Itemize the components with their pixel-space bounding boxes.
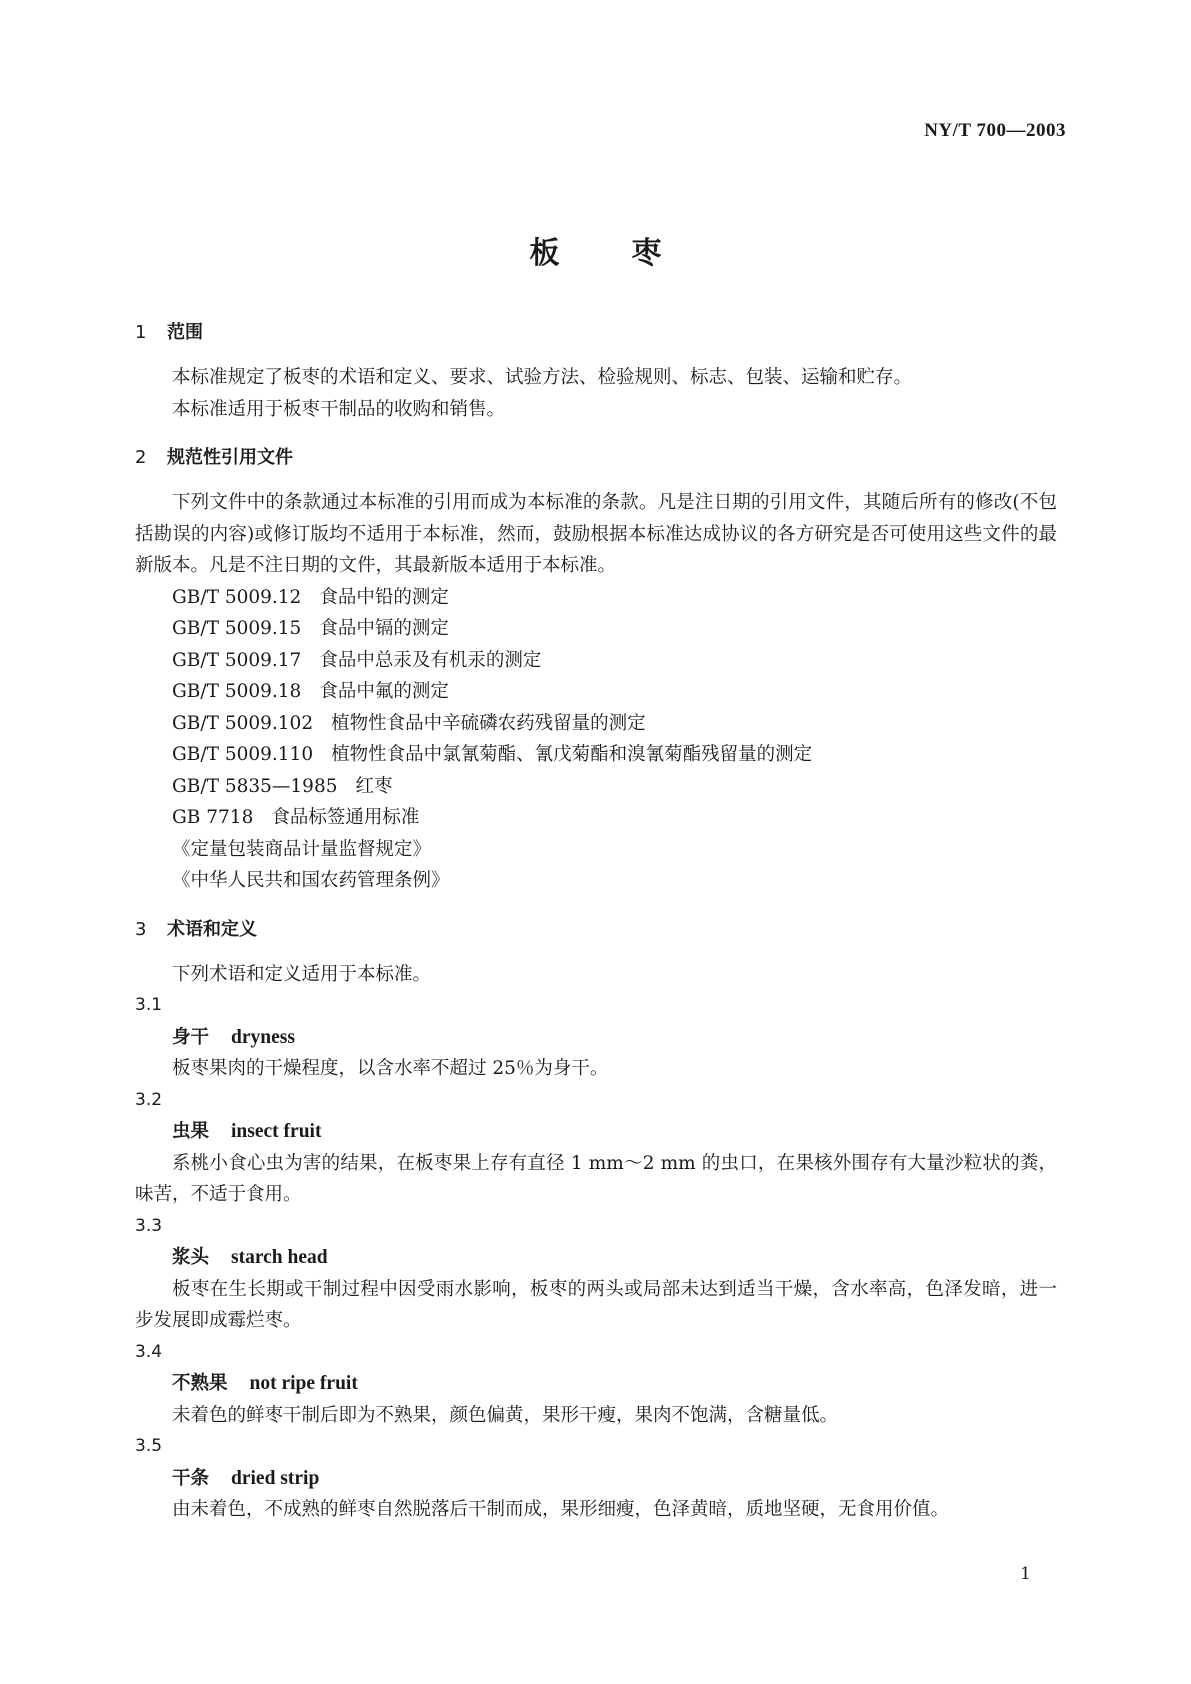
title-char-2: 枣 — [631, 236, 662, 271]
term-name-en: starch head — [231, 1247, 328, 1268]
reference-title: 食品中氟的测定 — [319, 681, 449, 702]
term-name — [135, 1022, 1057, 1054]
reference-title: 食品中总汞及有机汞的测定 — [319, 649, 542, 671]
reference-code: GB/T 5835—1985 — [172, 775, 338, 797]
term-definition: 由未着色，不成熟的鲜枣自然脱落后干制而成，果形细瘦，色泽黄暗，质地坚硬，无食用价值。 — [172, 1499, 950, 1520]
reference-code: GB 7718 — [172, 807, 254, 828]
term-name — [135, 1116, 1057, 1148]
term-number: 3.3 — [135, 1215, 163, 1236]
reference-item — [135, 708, 1057, 740]
document-body — [135, 318, 1057, 1526]
term-name-en: insect fruit — [231, 1121, 322, 1142]
term-name — [135, 1368, 1057, 1400]
term-definition: 未着色的鲜枣干制后即为不熟果，颜色偏黄，果形干瘦，果肉不饱满，含糖量低。 — [172, 1404, 839, 1426]
paragraph: 本标准规定了板枣的术语和定义、要求、试验方法、检验规则、标志、包装、运输和贮存。 — [172, 367, 913, 388]
paragraph: 下列术语和定义适用于本标准。 — [172, 963, 432, 985]
term-name — [135, 1242, 1057, 1274]
term-number: 3.2 — [135, 1089, 163, 1110]
reference-item — [135, 613, 1057, 645]
paragraph: 本标准适用于板枣干制品的收购和销售。 — [172, 398, 506, 420]
title-char-1: 板 — [529, 236, 560, 271]
section-title: 范围 — [167, 322, 203, 343]
term-number: 3.5 — [135, 1436, 163, 1456]
term-name-zh: 干条 — [172, 1467, 210, 1489]
reference-code: GB/T 5009.15 — [172, 618, 302, 639]
reference-title: 植物性食品中氯氰菊酯、氰戊菊酯和溴氰菊酯残留量的测定 — [331, 744, 813, 765]
paragraph: 下列文件中的条款通过本标准的引用而成为本标准的条款。凡是注日期的引用文件，其随后所有的修改(不包括勘误的内容)或修订版均不适用于本标准，然而，鼓励根据本标准达成协议的各方研究是否可使用这些文件的最新版本。凡是不注日期的文件，其最新版本适用于本标准。 — [135, 492, 1057, 576]
term-name — [135, 1463, 1057, 1495]
term-name-zh: 不熟果 — [172, 1373, 228, 1394]
term-name-en: dried strip — [231, 1467, 320, 1489]
reference-code: GB/T 5009.12 — [172, 586, 302, 608]
section-title: 术语和定义 — [167, 918, 257, 940]
section-heading-normative-references — [135, 443, 1057, 473]
reference-title: 食品中铅的测定 — [319, 586, 449, 608]
reference-title: 《中华人民共和国农药管理条例》 — [172, 870, 450, 891]
reference-item — [135, 771, 1057, 803]
standard-code: NY/T 700—2003 — [924, 120, 1066, 141]
reference-code: GB/T 5009.17 — [172, 649, 302, 671]
term-definition: 板枣在生长期或干制过程中因受雨水影响，板枣的两头或局部未达到适当干燥，含水率高，色泽发暗，进一步发展即成霉烂枣。 — [135, 1278, 1057, 1331]
reference-code: GB/T 5009.110 — [172, 744, 314, 765]
section-title: 规范性引用文件 — [167, 447, 293, 468]
reference-title: 红枣 — [355, 775, 393, 797]
term-definition: 板枣果肉的干燥程度，以含水率不超过 25％为身干。 — [172, 1058, 609, 1079]
section-number: 3 — [135, 918, 147, 940]
term-name-zh: 身干 — [172, 1026, 210, 1048]
term-number: 3.1 — [135, 995, 163, 1015]
document-title — [0, 228, 1191, 272]
reference-item — [135, 834, 1057, 866]
reference-code: GB/T 5009.18 — [172, 681, 302, 702]
reference-code: GB/T 5009.102 — [172, 712, 314, 734]
section-number: 2 — [135, 447, 147, 468]
reference-item — [135, 645, 1057, 677]
term-name-zh: 虫果 — [172, 1121, 210, 1142]
reference-title: 《定量包装商品计量监督规定》 — [172, 838, 432, 860]
reference-title: 食品标签通用标准 — [271, 807, 420, 828]
reference-title: 植物性食品中辛硫磷农药残留量的测定 — [331, 712, 646, 734]
term-name-zh: 浆头 — [172, 1247, 210, 1268]
reference-item — [135, 739, 1057, 771]
reference-item — [135, 676, 1057, 708]
section-number: 1 — [135, 322, 147, 343]
page-number: 1 — [1020, 1564, 1031, 1584]
section-heading-scope — [135, 318, 1057, 348]
reference-item — [135, 582, 1057, 614]
term-name-en: dryness — [231, 1026, 295, 1048]
reference-title: 食品中镉的测定 — [319, 618, 449, 639]
term-definition: 系桃小食心虫为害的结果，在板枣果上存有直径 1 mm～2 mm 的虫口，在果核外围存有大量沙粒状的粪，味苦，不适于食用。 — [135, 1152, 1057, 1205]
reference-item — [135, 865, 1057, 897]
section-heading-terms-definitions — [135, 915, 1057, 945]
reference-item — [135, 802, 1057, 834]
term-number: 3.4 — [135, 1341, 163, 1362]
term-name-en: not ripe fruit — [249, 1373, 358, 1394]
